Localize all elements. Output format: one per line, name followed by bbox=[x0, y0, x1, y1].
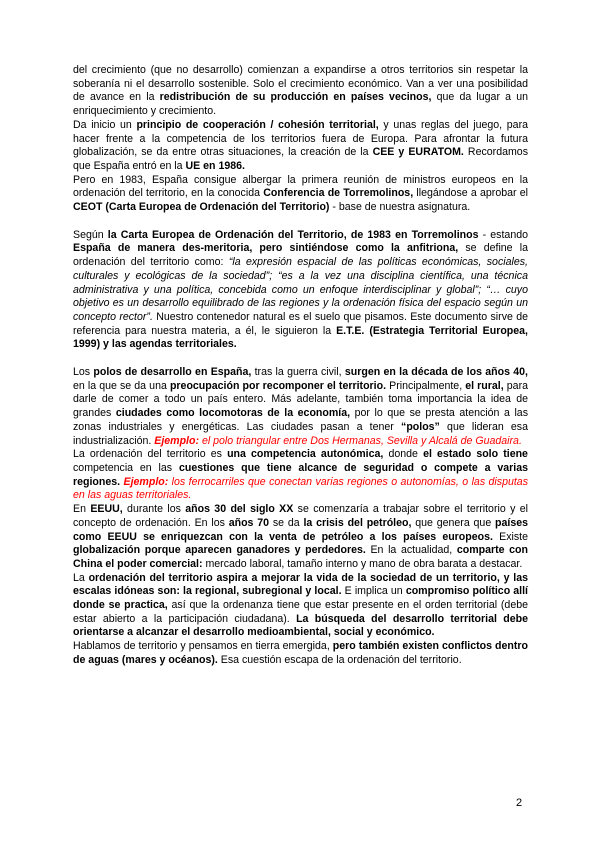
text-run: del crecimiento (que no desarrollo) comienzan a expandirse a otros territorios sin respetar la soberanía ni el desarrollo sostenible. Solo el crecimiento económico. Van a ver una posibilidad de avance en la bbox=[73, 64, 528, 104]
text-run: Da inicio un bbox=[73, 118, 137, 131]
text-run: - base de nuestra asignatura. bbox=[329, 201, 471, 214]
text-run: por lo que se presta atención a las zonas industriales y energéticas. Las ciudades pasan a tener bbox=[73, 407, 528, 433]
text-run: En la actualidad, bbox=[365, 544, 457, 557]
text-run: que da lugar a un enriquecimiento y crecimiento. bbox=[73, 91, 528, 118]
text-run: cuestiones que tiene alcance de seguridad o compete a varias regiones. bbox=[73, 461, 528, 488]
text-run: se comenzaría a trabajar sobre el territorio y el concepto de ordenación. En los bbox=[73, 503, 528, 529]
text-run: el rural, bbox=[465, 379, 504, 392]
text-run: Conferencia de Torremolinos, bbox=[263, 187, 414, 200]
text-run: UE en 1986. bbox=[185, 159, 245, 172]
text-run: Los bbox=[73, 366, 94, 379]
text-run: Existe bbox=[492, 530, 528, 543]
text-run: se da bbox=[269, 516, 304, 529]
paragraph bbox=[73, 64, 528, 119]
text-run: para darle de comer a todo un país entero. Más adelante, también toma importancia la idea de grandes bbox=[73, 379, 528, 420]
text-run: años 30 del siglo XX bbox=[185, 503, 294, 516]
text-run: - estando bbox=[478, 228, 528, 241]
text-run: surgen en la década de los años 40, bbox=[344, 366, 528, 379]
document-body bbox=[73, 64, 528, 668]
text-run: Ejemplo: bbox=[154, 434, 199, 447]
text-run: llegándose a aprobar el bbox=[413, 187, 529, 200]
text-run: comparte con China el poder comercial: bbox=[73, 544, 528, 570]
text-run: Principalmente, bbox=[386, 379, 466, 392]
text-run: durante los bbox=[122, 503, 186, 516]
paragraph bbox=[73, 640, 528, 667]
paragraph bbox=[73, 366, 528, 448]
paragraph bbox=[73, 229, 528, 352]
text-run: el polo triangular entre Dos Hermanas, Sevilla y Alcalá de Guadaira. bbox=[199, 434, 522, 447]
text-run: En bbox=[73, 503, 91, 516]
text-run: pero también existen conflictos dentro de aguas (mares y océanos). bbox=[73, 640, 528, 666]
text-run: mercado laboral, tamaño interno y mano de obra barata a destacar. bbox=[202, 557, 523, 570]
text-run: donde bbox=[383, 448, 424, 461]
text-run: España de manera des-meritoria, pero sintiéndose como la anfitriona, bbox=[73, 242, 459, 255]
text-run: y unas reglas del juego, para hacer frente a la competencia de los territorios fuera de Europa. Para afrontar la futura globalización, se da entre otras situaciones, la creación de la bbox=[73, 118, 528, 159]
text-run: La búsqueda del desarrollo territorial debe orientarse a alcanzar el desarrollo medioambiental, social y económico. bbox=[73, 612, 528, 639]
text-run: principio de cooperación / cohesión territorial, bbox=[136, 118, 379, 131]
paragraph bbox=[73, 572, 528, 641]
text-run: Pero en 1983, España consigue albergar la primera reunión de ministros europeos en la ordenación del territorio, en la conocida bbox=[73, 173, 528, 200]
text-run: CEOT (Carta Europea de Ordenación del Territorio) bbox=[73, 201, 330, 214]
text-run: ciudades como locomotoras de la economía, bbox=[115, 407, 351, 420]
paragraph-spacer bbox=[73, 352, 528, 366]
text-run: Según bbox=[73, 228, 108, 241]
paragraph bbox=[73, 174, 528, 215]
text-run: que lideran esa industrialización. bbox=[73, 420, 529, 447]
text-run: “polos” bbox=[401, 420, 440, 433]
text-run: Hablamos de territorio y pensamos en tierra emergida, bbox=[73, 640, 333, 653]
page-number: 2 bbox=[516, 797, 523, 809]
text-run: Nuestro contenedor natural es el suelo que pisamos. Este documento sirve de referencia para nuestra materia, a él, le siguieron la bbox=[73, 310, 528, 337]
text-run: una competencia autonómica, bbox=[227, 448, 384, 461]
text-run: EEUU, bbox=[90, 503, 123, 516]
text-run: E.T.E. (Estrategia Territorial Europea, 1999) y las agendas territoriales. bbox=[73, 324, 528, 351]
text-run: así que la ordenanza tiene que estar presente en el orden territorial (debe estar abierto a la participación ciudadana). bbox=[73, 599, 529, 625]
text-run: los ferrocarriles que conectan varias regiones o autonomías, o las disputas en las aguas territoriales. bbox=[73, 475, 528, 502]
text-run: Esa cuestión escapa de la ordenación del territorio. bbox=[217, 653, 462, 666]
text-run: la Carta Europea de Ordenación del Territorio, de 1983 en Torremolinos bbox=[107, 228, 479, 241]
text-run: tras la guerra civil, bbox=[251, 366, 345, 379]
text-run: La bbox=[73, 571, 89, 584]
text-run: en la que se da una bbox=[73, 379, 170, 392]
text-run: E implica un bbox=[341, 585, 406, 598]
text-run: se define la ordenación del territorio como: bbox=[73, 242, 528, 269]
paragraph bbox=[73, 503, 528, 572]
text-run: La ordenación del territorio es bbox=[73, 448, 228, 461]
paragraph bbox=[73, 448, 528, 503]
text-run: Ejemplo: bbox=[123, 475, 169, 488]
text-run: países como EEUU se enriquezcan con la venta de petróleo a los países europeos. bbox=[73, 516, 529, 543]
paragraph bbox=[73, 119, 528, 174]
text-run: que genera que bbox=[411, 516, 496, 529]
text-run: ordenación del territorio aspira a mejorar la vida de la sociedad de un territorio, y las escalas idóneas son: la regional, subregional y local. bbox=[73, 571, 529, 598]
text-run: “la expresión espacial de las políticas económicas, sociales, culturales y ecológicas de la sociedad”; “es a la vez una disciplina científica, una técnica administrativa y una política, concebida como un enfoque interdisciplinar y global”; “… cuyo objetivo es un desarrollo equilibrado de las regiones y la ordenación física del espacio según un concepto rector”. bbox=[73, 256, 528, 323]
text-run: competencia en las bbox=[73, 461, 179, 474]
text-run: preocupación por recomponer el territorio. bbox=[169, 379, 387, 392]
text-run: el estado solo tiene bbox=[423, 448, 528, 461]
text-run: CEE y EURATOM. bbox=[372, 146, 464, 159]
text-run: globalización porque aparecen ganadores y perdedores. bbox=[73, 544, 366, 557]
text-run: años 70 bbox=[228, 516, 270, 529]
text-run: redistribución de su producción en países vecinos, bbox=[159, 91, 432, 104]
text-run: polos de desarrollo en España, bbox=[93, 366, 252, 379]
text-run: compromiso político allí donde se practica, bbox=[73, 585, 529, 612]
paragraph-spacer bbox=[73, 215, 528, 229]
text-run: la crisis del petróleo, bbox=[303, 516, 412, 529]
text-run: Recordamos que España entró en la bbox=[73, 146, 528, 172]
